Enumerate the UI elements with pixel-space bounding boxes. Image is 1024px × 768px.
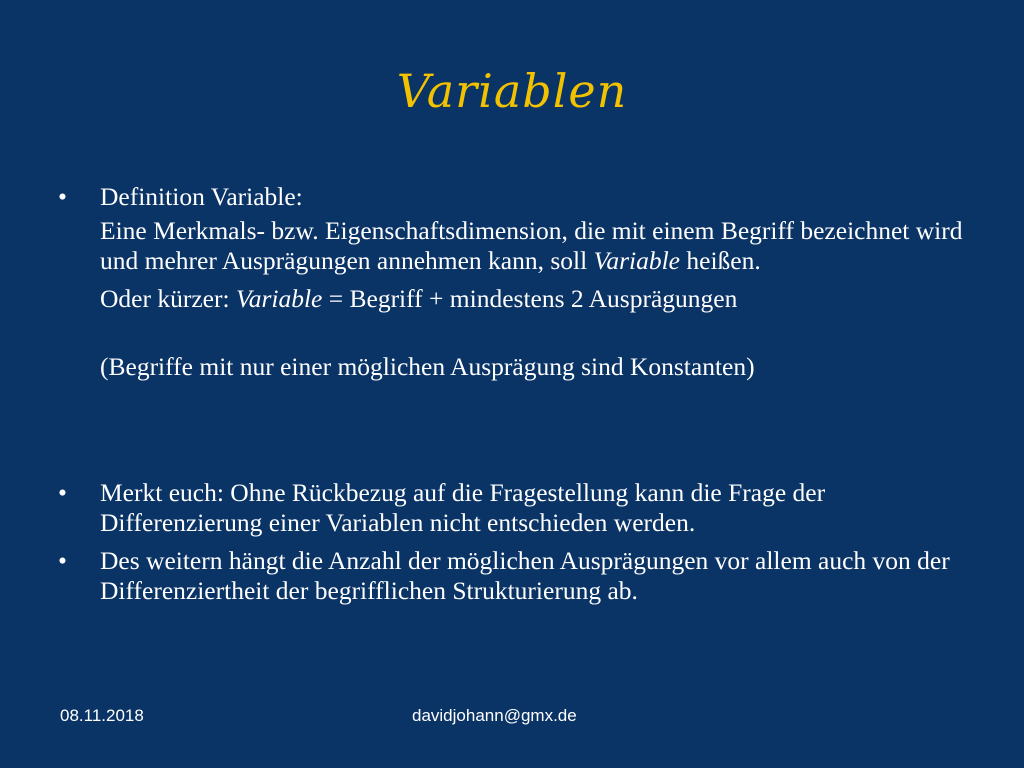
footer-email: davidjohann@gmx.de	[412, 706, 577, 725]
bullet-item-reference	[58, 478, 978, 538]
definition-end: heißen.	[680, 246, 761, 275]
slide-title: Variablen	[396, 64, 628, 118]
short-rest: = Begriff + mindestens 2 Ausprägungen	[322, 284, 738, 313]
slide-content	[58, 182, 978, 606]
short-definition-paragraph	[58, 284, 978, 314]
definition-term: Variable	[593, 246, 681, 275]
short-term: Variable	[235, 284, 323, 313]
bullet-icon: •	[58, 546, 67, 575]
bullet-icon: •	[58, 182, 67, 211]
bullet-item-differentiation	[58, 546, 978, 606]
definition-text: Eine Merkmals- bzw. Eigenschaftsdimension, die mit einem Begriff bezeichnet wird und mehrer Ausprägungen annehmen kann, soll	[100, 216, 963, 275]
bullet-text: Des weitern hängt die Anzahl der möglichen Ausprägungen vor allem auch von der Differenziertheit der begrifflichen Strukturierung ab.	[100, 546, 950, 605]
definition-paragraph	[58, 216, 978, 276]
definition-heading: Definition Variable:	[100, 182, 303, 211]
bullet-icon: •	[58, 478, 67, 507]
bullet-text: Merkt euch: Ohne Rückbezug auf die Fragestellung kann die Frage der Differenzierung einer Variablen nicht entschieden werden.	[100, 478, 826, 537]
constants-note: (Begriffe mit nur einer möglichen Ausprägung sind Konstanten)	[100, 352, 755, 381]
footer-date: 08.11.2018	[60, 706, 144, 725]
bullet-item-definition	[58, 182, 978, 212]
short-prefix: Oder kürzer:	[100, 284, 236, 313]
